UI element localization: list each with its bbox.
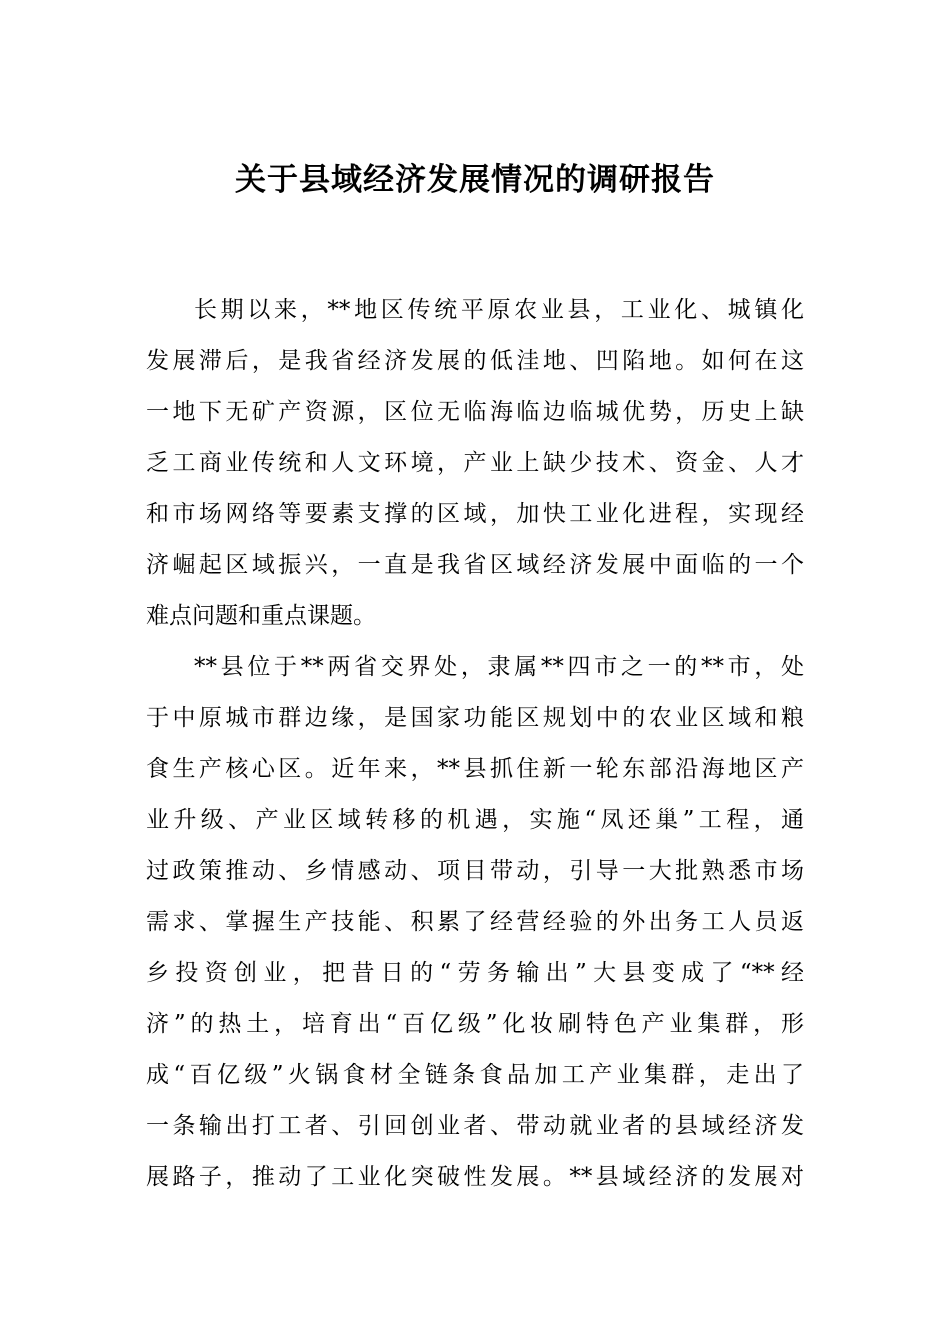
text-line: 乏工商业传统和人文环境，产业上缺少技术、资金、人才 xyxy=(146,450,804,476)
text-line: 于中原城市群边缘，是国家功能区规划中的农业区域和粮 xyxy=(146,705,804,731)
paragraph-1 xyxy=(146,288,804,645)
text-line: 发展滞后，是我省经济发展的低洼地、凹陷地。如何在这 xyxy=(146,348,804,374)
document-title: 关于县域经济发展情况的调研报告 xyxy=(235,162,715,198)
text-line: 过政策推动、乡情感动、项目带动，引导一大批熟悉市场 xyxy=(146,858,804,884)
text-line: 和市场网络等要素支撑的区域，加快工业化进程，实现经 xyxy=(146,501,804,527)
text-line: 济崛起区域振兴，一直是我省区域经济发展中面临的一个 xyxy=(146,552,804,578)
paragraph-2 xyxy=(146,645,804,1206)
text-line: 食生产核心区。近年来，**县抓住新一轮东部沿海地区产 xyxy=(146,756,804,782)
text-line: 乡投资创业，把昔日的“劳务输出”大县变成了“**经 xyxy=(146,960,804,986)
text-line: 一条输出打工者、引回创业者、带动就业者的县域经济发 xyxy=(146,1113,804,1139)
text-line: 一地下无矿产资源，区位无临海临边临城优势，历史上缺 xyxy=(146,399,804,425)
text-line: **县位于**两省交界处，隶属**四市之一的**市，处 xyxy=(194,654,804,680)
text-line: 难点问题和重点课题。 xyxy=(146,603,376,629)
text-line: 业升级、产业区域转移的机遇，实施“凤还巢”工程，通 xyxy=(146,807,804,833)
text-line: 需求、掌握生产技能、积累了经营经验的外出务工人员返 xyxy=(146,909,804,935)
text-line: 长期以来，**地区传统平原农业县，工业化、城镇化 xyxy=(194,297,804,323)
document-body xyxy=(146,288,804,1206)
text-line: 成“百亿级”火锅食材全链条食品加工产业集群，走出了 xyxy=(146,1062,804,1088)
text-line: 济”的热土，培育出“百亿级”化妆刷特色产业集群，形 xyxy=(146,1011,804,1037)
text-line: 展路子，推动了工业化突破性发展。**县域经济的发展对 xyxy=(146,1164,804,1190)
